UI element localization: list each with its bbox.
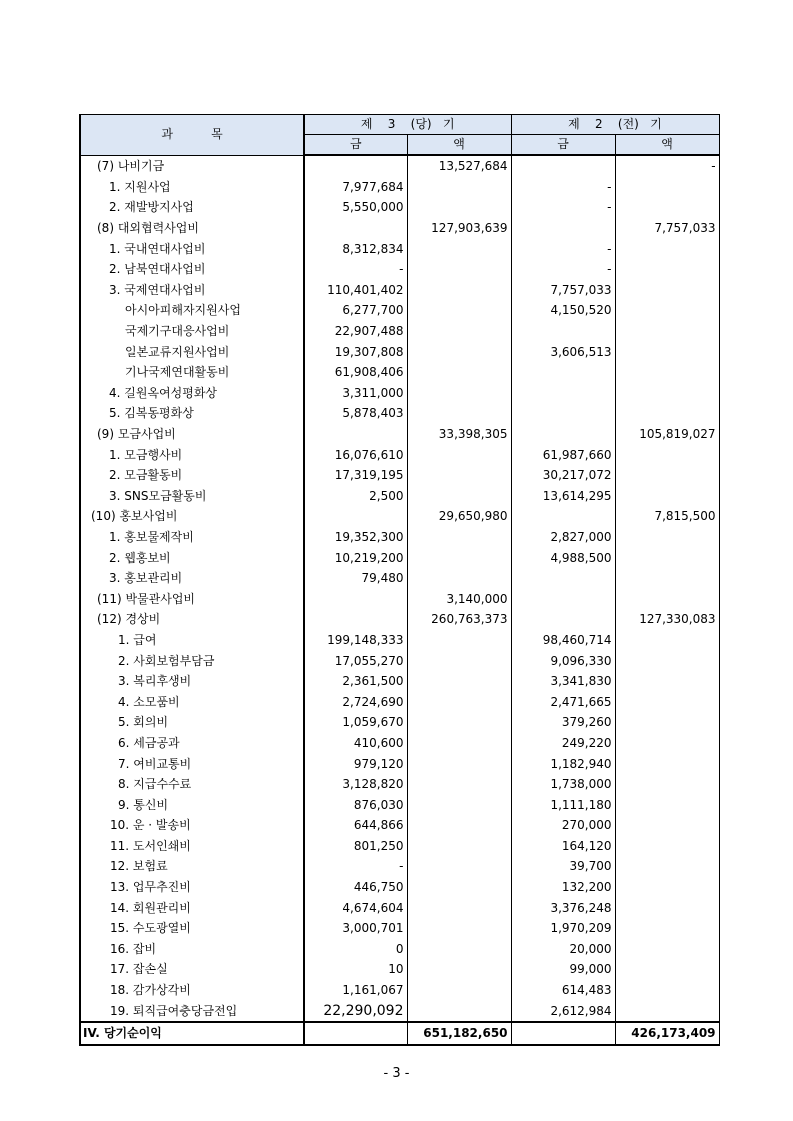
previous-detail-amount: 1,111,180 [511,794,615,815]
account-name-cell: 9. 통신비 [80,794,304,815]
account-name-cell: 2. 사회보험부담금 [80,650,304,671]
account-name-cell: 16. 잡비 [80,939,304,960]
table-row [80,321,719,342]
current-total-amount [407,280,511,301]
current-total-amount [407,733,511,754]
previous-amount-right-header: 액 [615,135,719,156]
previous-total-amount: 7,757,033 [615,218,719,239]
current-total-amount [407,197,511,218]
table-row [80,465,719,486]
previous-detail-amount [511,321,615,342]
previous-total-amount: 7,815,500 [615,506,719,527]
previous-detail-amount [511,568,615,589]
previous-total-amount [615,691,719,712]
account-name-cell: (12) 경상비 [80,609,304,630]
previous-detail-amount: 39,700 [511,856,615,877]
current-detail-amount: 6,277,700 [304,300,407,321]
current-total-amount [407,547,511,568]
current-detail-amount: 3,000,701 [304,918,407,939]
current-total-amount [407,794,511,815]
account-name-cell: 8. 지급수수료 [80,774,304,795]
table-row [80,650,719,671]
current-detail-amount: 199,148,333 [304,630,407,651]
previous-total-amount [615,918,719,939]
account-name-cell: 14. 회원관리비 [80,897,304,918]
account-name-cell: (9) 모금사업비 [80,424,304,445]
current-detail-amount: 61,908,406 [304,362,407,383]
account-name-cell: 4. 길원옥여성평화상 [80,383,304,404]
previous-detail-amount [511,218,615,239]
table-row [80,856,719,877]
table-row [80,177,719,198]
table-row [80,794,719,815]
previous-total-amount: 127,330,083 [615,609,719,630]
previous-detail-amount [511,383,615,404]
account-name-cell: 3. 복리후생비 [80,671,304,692]
current-total-amount [407,980,511,1001]
account-name-cell: (10) 홍보사업비 [80,506,304,527]
previous-total-amount [615,362,719,383]
current-detail-amount: 10 [304,959,407,980]
previous-detail-amount: 20,000 [511,939,615,960]
current-total-amount [407,712,511,733]
previous-total-amount [615,321,719,342]
current-detail-amount [304,218,407,239]
page-number: - 3 - [383,1066,410,1081]
current-total-amount: 260,763,373 [407,609,511,630]
current-total-amount [407,238,511,259]
current-total-amount [407,568,511,589]
account-name-cell: 15. 수도광열비 [80,918,304,939]
account-name-cell: 12. 보험료 [80,856,304,877]
table-row [80,877,719,898]
previous-total-amount [615,403,719,424]
account-name-cell: 1. 모금행사비 [80,444,304,465]
account-name-cell: 1. 국내연대사업비 [80,238,304,259]
table-row [80,486,719,507]
account-name-cell: 2. 웹홍보비 [80,547,304,568]
account-name-cell: 11. 도서인쇄비 [80,836,304,857]
table-row [80,959,719,980]
current-detail-amount [304,1022,407,1045]
current-total-amount [407,341,511,362]
account-name-cell: 1. 홍보물제작비 [80,527,304,548]
previous-detail-amount: 30,217,072 [511,465,615,486]
previous-detail-amount: - [511,238,615,259]
previous-detail-amount: 2,612,984 [511,1000,615,1022]
table-row [80,815,719,836]
table-row [80,341,719,362]
current-total-amount [407,259,511,280]
previous-detail-amount: 7,757,033 [511,280,615,301]
table-row [80,506,719,527]
table-row [80,897,719,918]
current-detail-amount: 16,076,610 [304,444,407,465]
current-detail-amount: 10,219,200 [304,547,407,568]
previous-detail-amount [511,424,615,445]
current-amount-left-header: 금 [304,135,407,156]
current-detail-amount [304,506,407,527]
current-detail-amount: 1,161,067 [304,980,407,1001]
current-detail-amount: 1,059,670 [304,712,407,733]
previous-detail-amount: 1,738,000 [511,774,615,795]
current-total-amount [407,836,511,857]
current-total-amount [407,362,511,383]
account-name-cell: 기나국제연대활동비 [80,362,304,383]
current-period-header: 제 3 (당) 기 [304,115,511,135]
previous-detail-amount [511,362,615,383]
current-total-amount [407,918,511,939]
table-row [80,444,719,465]
previous-detail-amount [511,1022,615,1045]
previous-total-amount [615,341,719,362]
account-name-cell: 2. 재발방지사업 [80,197,304,218]
table-row [80,527,719,548]
account-name-cell: 2. 모금활동비 [80,465,304,486]
previous-detail-amount [511,609,615,630]
table-row [80,155,719,177]
current-detail-amount: 8,312,834 [304,238,407,259]
account-name-cell: 3. 국제연대사업비 [80,280,304,301]
income-statement-table [79,114,720,1046]
previous-total-amount [615,712,719,733]
table-row [80,980,719,1001]
previous-detail-amount [511,506,615,527]
account-name-cell: (11) 박물관사업비 [80,588,304,609]
table-row [80,918,719,939]
current-detail-amount: - [304,259,407,280]
table-row [80,630,719,651]
previous-total-amount: 426,173,409 [615,1022,719,1045]
account-name-cell: 3. 홍보관리비 [80,568,304,589]
table-row [80,588,719,609]
table-row [80,218,719,239]
account-name-cell: 4. 소모품비 [80,691,304,712]
previous-total-amount [615,465,719,486]
subject-header: 과 목 [80,115,304,156]
previous-total-amount [615,630,719,651]
previous-total-amount [615,959,719,980]
current-total-amount [407,321,511,342]
current-detail-amount: - [304,856,407,877]
current-total-amount [407,939,511,960]
previous-detail-amount: 270,000 [511,815,615,836]
previous-total-amount: 105,819,027 [615,424,719,445]
current-detail-amount [304,424,407,445]
table-row [80,547,719,568]
previous-detail-amount: 614,483 [511,980,615,1001]
previous-total-amount [615,815,719,836]
account-name-cell: 2. 남북연대사업비 [80,259,304,280]
table-row [80,568,719,589]
table-row [80,753,719,774]
account-name-cell: 7. 여비교통비 [80,753,304,774]
previous-total-amount [615,836,719,857]
previous-total-amount [615,527,719,548]
previous-total-amount [615,650,719,671]
previous-detail-amount [511,403,615,424]
previous-detail-amount: 2,471,665 [511,691,615,712]
current-total-amount [407,897,511,918]
previous-detail-amount: 2,827,000 [511,527,615,548]
table-row [80,733,719,754]
account-name-cell: 10. 운 · 발송비 [80,815,304,836]
table-row [80,280,719,301]
current-detail-amount: 17,319,195 [304,465,407,486]
current-detail-amount [304,588,407,609]
current-detail-amount: 5,878,403 [304,403,407,424]
previous-total-amount [615,259,719,280]
account-name-cell: 3. SNS모금활동비 [80,486,304,507]
account-name-cell: (7) 나비기금 [80,155,304,177]
current-detail-amount: 979,120 [304,753,407,774]
previous-detail-amount: 98,460,714 [511,630,615,651]
previous-detail-amount [511,155,615,177]
table-row [80,1000,719,1022]
account-name-cell: 5. 김복동평화상 [80,403,304,424]
account-name-cell: 국제기구대응사업비 [80,321,304,342]
table-row [80,691,719,712]
previous-total-amount [615,671,719,692]
current-detail-amount: 5,550,000 [304,197,407,218]
current-total-amount [407,1000,511,1022]
previous-total-amount [615,238,719,259]
previous-total-amount [615,794,719,815]
current-total-amount: 13,527,684 [407,155,511,177]
current-detail-amount: 19,352,300 [304,527,407,548]
table-row [80,259,719,280]
table-row [80,238,719,259]
account-name-cell: 17. 잡손실 [80,959,304,980]
current-total-amount [407,671,511,692]
current-detail-amount: 644,866 [304,815,407,836]
current-total-amount: 127,903,639 [407,218,511,239]
current-total-amount: 3,140,000 [407,588,511,609]
current-detail-amount: 79,480 [304,568,407,589]
previous-total-amount [615,280,719,301]
previous-detail-amount: 1,182,940 [511,753,615,774]
table-row [80,197,719,218]
current-total-amount [407,403,511,424]
current-detail-amount: 3,311,000 [304,383,407,404]
previous-total-amount [615,897,719,918]
current-detail-amount: 22,290,092 [304,1000,407,1022]
current-total-amount [407,300,511,321]
table-body [80,155,719,1045]
previous-detail-amount: 3,376,248 [511,897,615,918]
previous-detail-amount [511,588,615,609]
current-detail-amount: 801,250 [304,836,407,857]
previous-total-amount [615,753,719,774]
previous-detail-amount: 61,987,660 [511,444,615,465]
previous-period-header: 제 2 (전) 기 [511,115,719,135]
previous-total-amount [615,1000,719,1022]
previous-total-amount [615,383,719,404]
table-row [80,609,719,630]
current-total-amount: 651,182,650 [407,1022,511,1045]
current-total-amount: 29,650,980 [407,506,511,527]
current-detail-amount [304,609,407,630]
previous-detail-amount: 164,120 [511,836,615,857]
previous-total-amount [615,197,719,218]
current-total-amount [407,444,511,465]
current-total-amount [407,630,511,651]
current-total-amount [407,753,511,774]
current-total-amount [407,691,511,712]
previous-amount-left-header: 금 [511,135,615,156]
previous-total-amount [615,980,719,1001]
previous-detail-amount: 4,150,520 [511,300,615,321]
previous-detail-amount: 13,614,295 [511,486,615,507]
previous-detail-amount: - [511,177,615,198]
previous-total-amount [615,444,719,465]
current-detail-amount: 0 [304,939,407,960]
previous-total-amount [615,733,719,754]
table-row [80,383,719,404]
table-row [80,300,719,321]
account-name-cell: 일본교류지원사업비 [80,341,304,362]
account-name-cell: 18. 감가상각비 [80,980,304,1001]
current-total-amount [407,527,511,548]
previous-detail-amount: 1,970,209 [511,918,615,939]
previous-total-amount [615,300,719,321]
current-total-amount [407,383,511,404]
total-row [80,1022,719,1045]
current-total-amount [407,774,511,795]
current-detail-amount: 4,674,604 [304,897,407,918]
table-row [80,836,719,857]
account-name-cell: 5. 회의비 [80,712,304,733]
current-total-amount [407,650,511,671]
current-detail-amount: 876,030 [304,794,407,815]
current-total-amount [407,177,511,198]
previous-total-amount [615,588,719,609]
current-detail-amount: 17,055,270 [304,650,407,671]
current-detail-amount: 3,128,820 [304,774,407,795]
account-name-cell: 19. 퇴직급여충당금전입 [80,1000,304,1022]
current-detail-amount: 19,307,808 [304,341,407,362]
table-row [80,671,719,692]
account-name-cell: 1. 지원사업 [80,177,304,198]
previous-detail-amount: 3,606,513 [511,341,615,362]
previous-total-amount [615,486,719,507]
table-row [80,362,719,383]
current-detail-amount: 2,724,690 [304,691,407,712]
account-name-cell: (8) 대외협력사업비 [80,218,304,239]
current-detail-amount: 7,977,684 [304,177,407,198]
previous-total-amount [615,568,719,589]
previous-detail-amount: 4,988,500 [511,547,615,568]
account-name-cell: 1. 급여 [80,630,304,651]
previous-total-amount [615,177,719,198]
table-row [80,403,719,424]
previous-total-amount [615,547,719,568]
current-total-amount [407,856,511,877]
previous-detail-amount: 3,341,830 [511,671,615,692]
previous-total-amount [615,939,719,960]
current-detail-amount [304,155,407,177]
previous-detail-amount: 99,000 [511,959,615,980]
account-name-cell: 아시아피해자지원사업 [80,300,304,321]
current-total-amount [407,486,511,507]
current-total-amount [407,959,511,980]
previous-detail-amount: - [511,197,615,218]
table-row [80,774,719,795]
current-detail-amount: 2,500 [304,486,407,507]
table-row [80,424,719,445]
previous-detail-amount: 132,200 [511,877,615,898]
current-detail-amount: 446,750 [304,877,407,898]
account-name-cell: 13. 업무추진비 [80,877,304,898]
current-detail-amount: 2,361,500 [304,671,407,692]
current-total-amount [407,465,511,486]
table-row [80,712,719,733]
current-amount-right-header: 액 [407,135,511,156]
previous-total-amount [615,877,719,898]
previous-total-amount [615,774,719,795]
previous-total-amount [615,856,719,877]
previous-detail-amount: - [511,259,615,280]
current-detail-amount: 22,907,488 [304,321,407,342]
current-total-amount [407,877,511,898]
table-row [80,939,719,960]
current-detail-amount: 410,600 [304,733,407,754]
previous-total-amount: - [615,155,719,177]
current-total-amount: 33,398,305 [407,424,511,445]
current-total-amount [407,815,511,836]
current-detail-amount: 110,401,402 [304,280,407,301]
account-name-cell: IV. 당기순이익 [80,1022,304,1045]
account-name-cell: 6. 세금공과 [80,733,304,754]
previous-detail-amount: 379,260 [511,712,615,733]
previous-detail-amount: 9,096,330 [511,650,615,671]
previous-detail-amount: 249,220 [511,733,615,754]
table-header [80,115,719,156]
